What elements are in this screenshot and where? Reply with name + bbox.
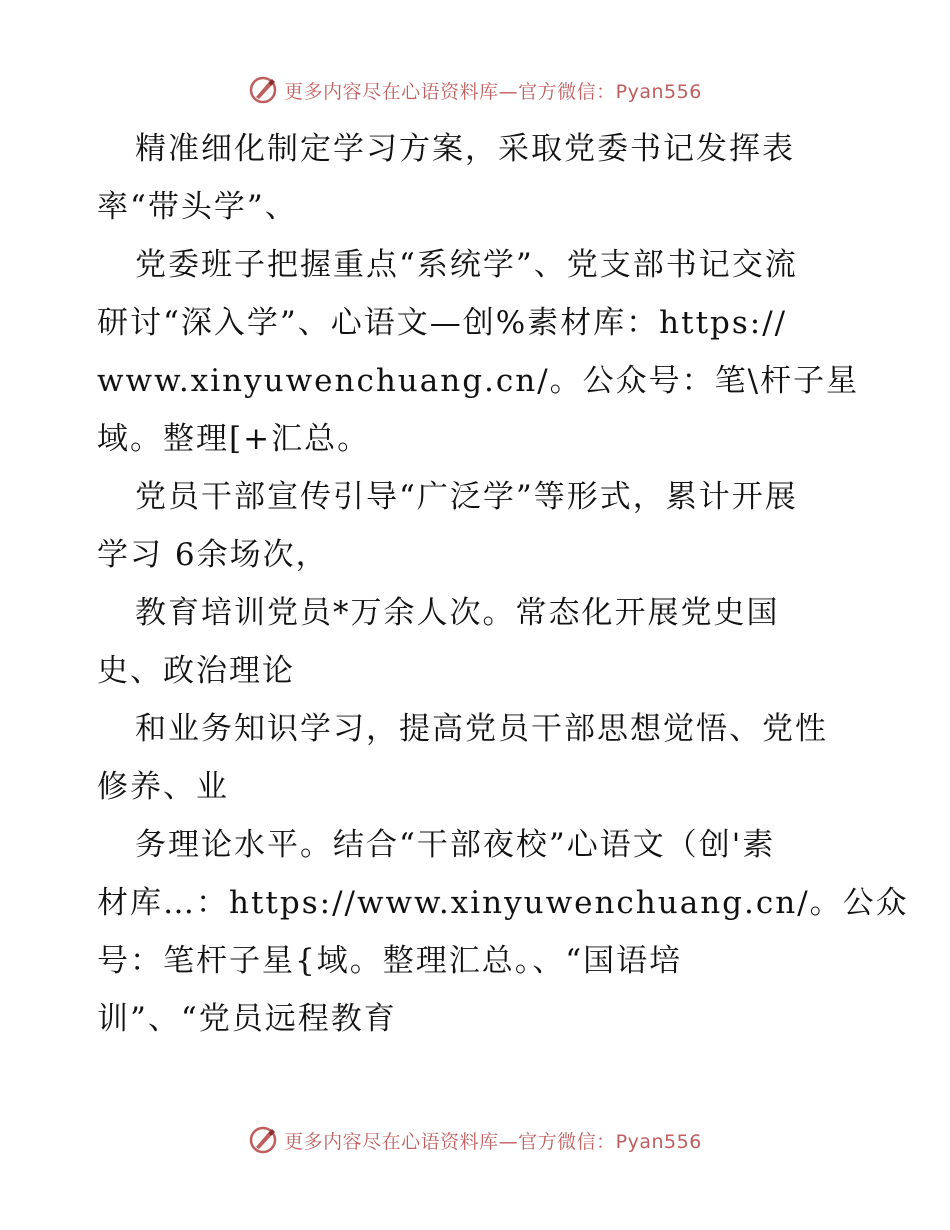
footer-banner-text: 更多内容尽在心语资料库—官方微信：Pyan556 xyxy=(284,1130,702,1153)
header-banner xyxy=(0,70,950,110)
paragraph-line: 号：笔杆子星{域。整理汇总。、“国语培 xyxy=(97,943,683,979)
paragraph-line: 材库…：https://www.xinyuwenchuang.cn/。公众 xyxy=(97,885,909,921)
paragraph-line: 和业务知识学习，提高党员干部思想觉悟、党性 xyxy=(135,711,828,747)
paragraph-line: 域。整理[+汇总。 xyxy=(97,421,371,457)
paragraph-line: 率“带头学”、 xyxy=(97,189,298,225)
header-banner-text: 更多内容尽在心语资料库—官方微信：Pyan556 xyxy=(284,80,702,103)
paragraph-line: 修养、业 xyxy=(97,769,229,805)
paragraph-line: 史、政治理论 xyxy=(97,653,295,689)
paragraph-line: 精准细化制定学习方案，采取党委书记发挥表 xyxy=(135,131,795,167)
footer-banner xyxy=(0,1120,950,1160)
paragraph-line: 学习 6余场次， xyxy=(97,537,329,573)
pen-logo-icon xyxy=(248,1125,278,1155)
paragraph-line: www.xinyuwenchuang.cn/。公众号：笔\杆子星 xyxy=(97,363,860,399)
paragraph-line: 训”、“党员远程教育 xyxy=(97,1001,397,1037)
paragraph-line: 研讨“深入学”、心语文—创%素材库：https:// xyxy=(97,305,788,341)
paragraph-line: 务理论水平。结合“干部夜校”心语文（创'素 xyxy=(135,827,776,863)
paragraph-line: 教育培训党员*万余人次。常态化开展党史国 xyxy=(135,595,780,631)
pen-logo-icon xyxy=(248,75,278,105)
paragraph-line: 党委班子把握重点“系统学”、党支部书记交流 xyxy=(135,247,798,283)
paragraph-line: 党员干部宣传引导“广泛学”等形式，累计开展 xyxy=(135,479,798,515)
document-body xyxy=(97,120,909,1048)
